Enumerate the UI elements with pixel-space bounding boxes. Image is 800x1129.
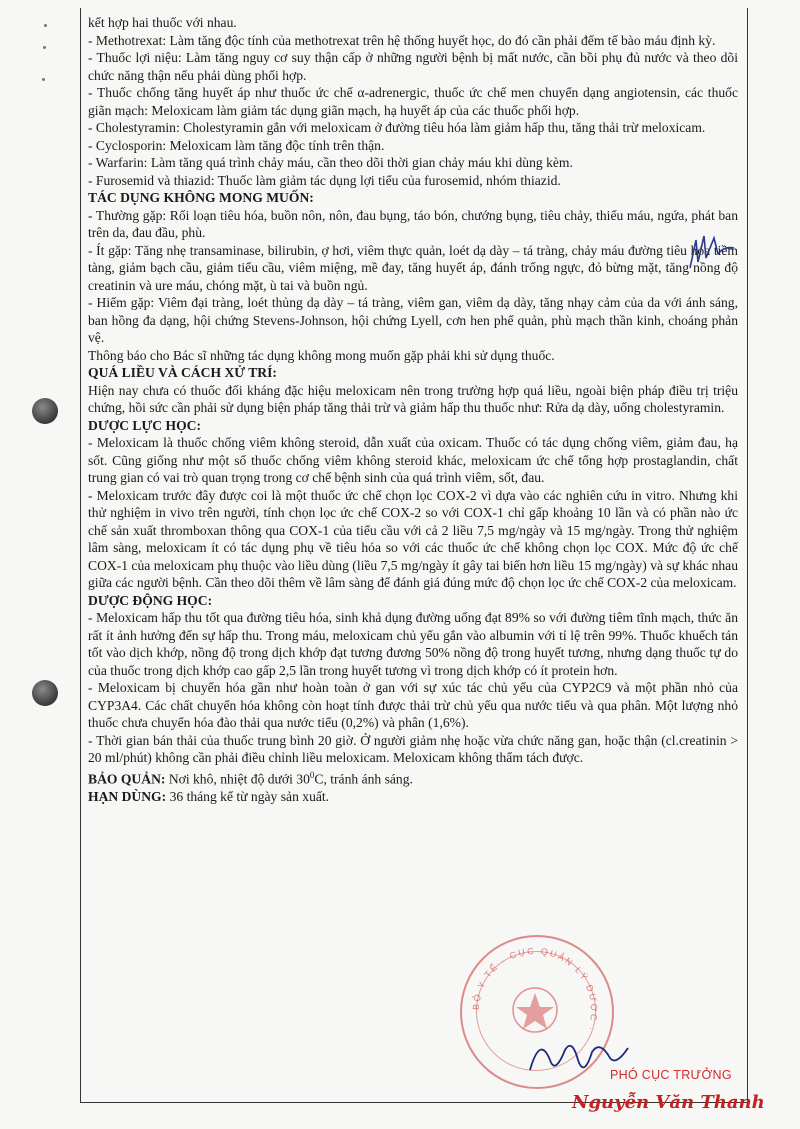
- paragraph: - Cyclosporin: Meloxicam làm tăng độc tính trên thận.: [88, 137, 385, 153]
- paragraph: - Furosemid và thiazid: Thuốc làm giảm tác dụng lợi tiểu của furosemid, nhóm thiazid.: [88, 172, 561, 188]
- signatory-name: Nguyễn Văn Thanh: [572, 1092, 765, 1113]
- svg-text:BỘ Y TẾ · CỤC QUẢN LÝ DƯỢC ·: BỘ Y TẾ · CỤC QUẢN LÝ DƯỢC ·: [470, 945, 600, 1034]
- paragraph: - Ít gặp: Tăng nhẹ transaminase, bilirubin, ợ hơi, viêm thực quản, loét dạ dày – tá tràng, chảy máu đường tiêu hóa tiềm tàng, giảm bạch cầu, giảm tiểu cầu, viêm miệng, mề đay, tăng huyết áp, đánh trống ngực, đỏ bừng mặt, tăng nồng độ creatinin và ure máu, chóng mặt, ù tai và buồn ngủ.: [88, 242, 738, 293]
- paragraph: - Thường gặp: Rối loạn tiêu hóa, buồn nôn, nôn, đau bụng, táo bón, chướng bụng, tiêu chảy, thiếu máu, ngứa, phát ban trên da, đau đầu, phù.: [88, 207, 738, 240]
- paragraph: - Meloxicam bị chuyển hóa gần như hoàn toàn ở gan với sự xúc tác chủ yếu của CYP2C9 và một phần nhỏ của CYP3A4. Các chất chuyển hóa không còn hoạt tính được thải trừ chủ yếu qua nước tiểu và qua phân. Một lượng nhỏ thuốc chưa chuyển hóa đào thải qua nước tiểu (0,2%) và phân (1,6%).: [88, 680, 738, 730]
- section-heading: DƯỢC LỰC HỌC:: [88, 417, 202, 433]
- paragraph: Thông báo cho Bác sĩ những tác dụng không mong muốn gặp phải khi sử dụng thuốc.: [88, 347, 555, 363]
- paragraph: - Warfarin: Làm tăng quá trình chảy máu, cần theo dõi thời gian chảy máu khi dùng kèm.: [88, 155, 573, 170]
- paragraph: kết hợp hai thuốc với nhau.: [88, 15, 237, 30]
- paragraph: - Hiếm gặp: Viêm đại tràng, loét thủng dạ dày – tá tràng, viêm gan, viêm dạ dày, tăng nhạy cảm của da với ánh sáng, ban hồng đa dạng, hội chứng Stevens-Johnson, hội chứng Lyell, cơn hen phế quản, phù mạch thần kinh, choáng phản vệ.: [88, 295, 738, 345]
- signatory-title: PHÓ CỤC TRƯỞNG: [610, 1068, 732, 1082]
- punch-hole-bottom: [32, 680, 58, 706]
- section-heading: QUÁ LIỀU VÀ CÁCH XỬ TRÍ:: [88, 365, 277, 380]
- paragraph: - Meloxicam hấp thu tốt qua đường tiêu hóa, sinh khả dụng đường uống đạt 89% so với đường tiêm tĩnh mạch, thức ăn rất ít ảnh hưởng đến sự hấp thu. Trong máu, meloxicam chủ yếu gắn vào albumin với tỉ lệ trên 99%. Thuốc khuếch tán tốt vào dịch khớp, nồng độ trong dịch khớp đạt tương đương 50% nồng độ trong huyết tương, nhưng dạng thuốc tự do của thuốc trong dịch khớp cao gấp 2,5 lần trong huyết tương vì trong dịch khớp có ít protein hơn.: [88, 610, 738, 678]
- scan-speck: [44, 24, 47, 27]
- paragraph: - Cholestyramin: Cholestyramin gắn với meloxicam ở đường tiêu hóa làm giảm hấp thu, tăng thải trừ meloxicam.: [88, 120, 706, 135]
- section-heading: DƯỢC ĐỘNG HỌC:: [88, 592, 213, 608]
- storage-line: BẢO QUẢN: Nơi khô, nhiệt độ dưới $30^0C$, tránh ánh sáng.: [88, 769, 413, 787]
- paragraph: - Thuốc chống tăng huyết áp như thuốc ức chế α-adrenergic, thuốc ức chế men chuyển dạng angiotensin, các thuốc giãn mạch: Meloxicam làm giảm tác dụng giãn mạch, hạ huyết áp của các thuốc phối hợp.: [88, 85, 738, 118]
- scan-speck: [43, 46, 46, 49]
- paragraph: - Meloxicam là thuốc chống viêm không steroid, dẫn xuất của oxicam. Thuốc có tác dụng chống viêm, giảm đau, hạ sốt. Cũng giống như một số thuốc chống viêm không steroid khác, meloxicam ức chế tổng hợp prostaglandin, chất trung gian có vai trò quan trọng trong cơ chế bệnh sinh của quá trình viêm, sốt, đau.: [88, 435, 738, 485]
- punch-hole-top: [32, 398, 58, 424]
- scan-speck: [42, 78, 45, 81]
- document-body: [88, 14, 738, 805]
- expiry-line: HẠN DÙNG: 36 tháng kể từ ngày sản xuất.: [88, 788, 330, 804]
- section-heading: TÁC DỤNG KHÔNG MONG MUỐN:: [88, 190, 314, 205]
- paragraph: - Thuốc lợi niệu: Làm tăng nguy cơ suy thận cấp ở những người bệnh bị mất nước, cần bồi phụ đủ nước và theo dõi chức năng thận nếu phải dùng phối hợp.: [88, 50, 738, 83]
- paragraph: Hiện nay chưa có thuốc đối kháng đặc hiệu meloxicam nên trong trường hợp quá liều, ngoài biện pháp điều trị triệu chứng, hồi sức cần phải sử dụng biện pháp tăng thải trừ và giảm hấp thu thuốc như: Rửa dạ dày, uống cholestyramin.: [88, 382, 738, 415]
- paragraph: - Meloxicam trước đây được coi là một thuốc ức chế chọn lọc COX-2 vì dựa vào các nghiên cứu in vitro. Nhưng khi thử nghiệm in vivo trên người, tính chọn lọc ức chế COX-2 so với COX-1 chỉ gấp khoảng 10 lần và có phần nào ức chế sản xuất thromboxan thông qua COX-1 của tiểu cầu với cả 2 liều 7,5 mg/ngày và 15 mg/ngày. Trong thử nghiệm lâm sàng, meloxicam ít có tác dụng phụ về tiêu hóa so với các thuốc ức chế không chọn lọc COX. Mức độ ức chế COX-1 của meloxicam phụ thuộc vào liều dùng (liều 7,5 mg/ngày ít gây tai biến hơn liều 15 mg/ngày) và sự khác nhau giữa các người bệnh. Cần theo dõi thêm về lâm sàng để đánh giá đúng mức độ chọn lọc ức chế COX-2 của meloxicam.: [88, 487, 738, 590]
- paragraph: - Methotrexat: Làm tăng độc tính của methotrexat trên hệ thống huyết học, do đó cần phải đếm tế bào máu định kỳ.: [88, 32, 716, 48]
- handwritten-initials: [684, 228, 744, 278]
- paragraph: - Thời gian bán thải của thuốc trung bình 20 giờ. Ở người giảm nhẹ hoặc vừa chức năng gan, hoặc thận (cl.creatinin > 20 ml/phút) không cần phải điều chỉnh liều meloxicam. Meloxicam không thẩm tách được.: [88, 732, 738, 765]
